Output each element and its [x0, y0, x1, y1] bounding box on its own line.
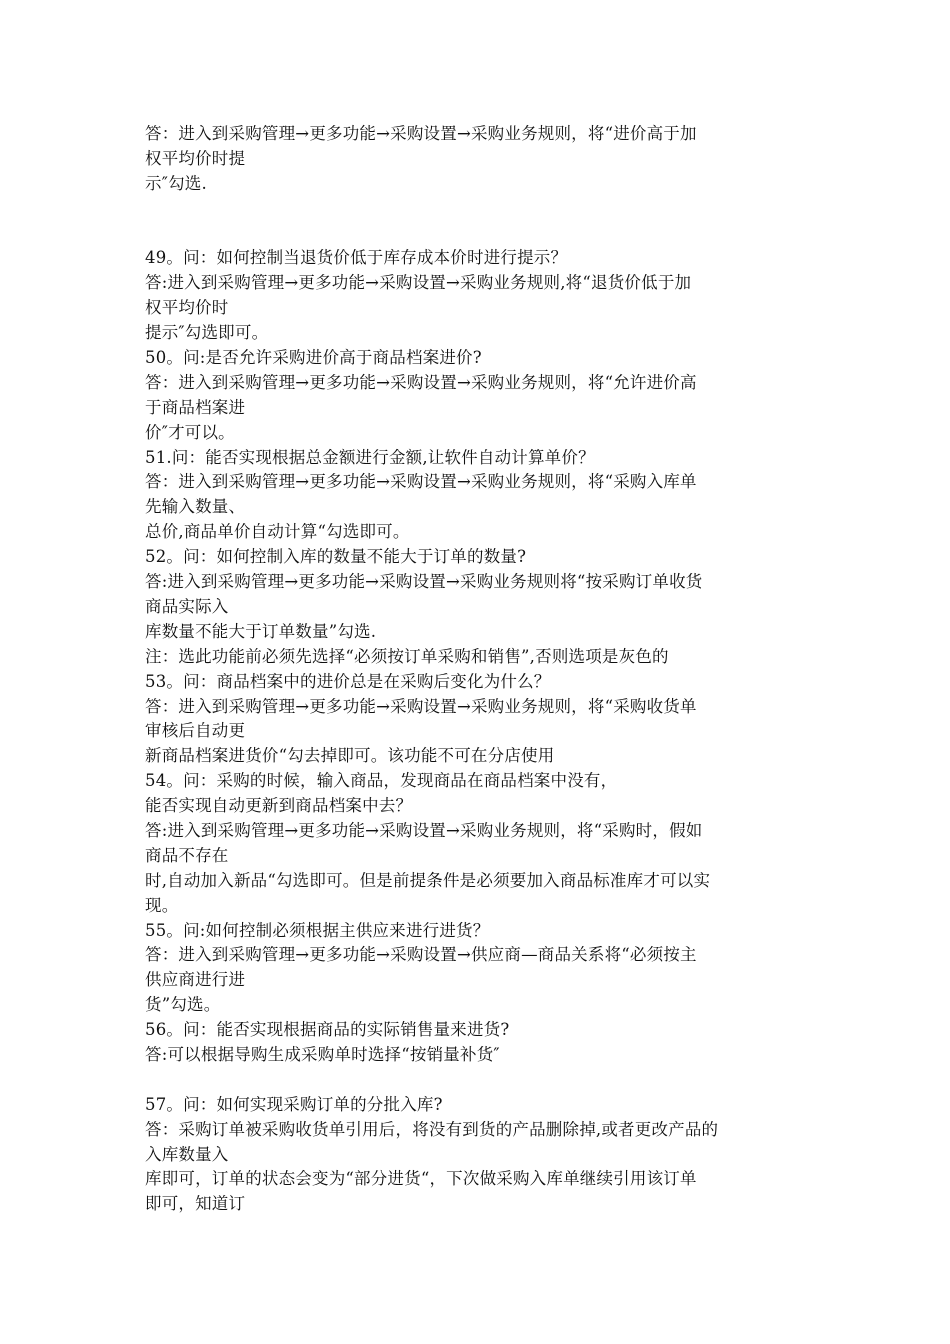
- text-line: 示″勾选.: [145, 173, 207, 193]
- question-51: 51.问：能否实现根据总金额进行金额,让软件自动计算单价？: [145, 447, 595, 467]
- text-line: 商品不存在: [145, 845, 229, 865]
- question-54: 54。问：采购的时候，输入商品，发现商品在商品档案中没有，: [145, 771, 618, 791]
- question-49: 49。问：如何控制当退货价低于库存成本价时进行提示？: [145, 248, 568, 268]
- text-line: 答：进入到采购管理→更多功能→采购设置→采购业务规则，将“允许进价高: [145, 372, 697, 392]
- text-line: 时,自动加入新品“勾选即可。但是前提条件是必须要加入商品标准库才可以实: [145, 870, 711, 890]
- question-50: 50。问:是否允许采购进价高于商品档案进价?: [145, 348, 482, 368]
- blank-space: [145, 1068, 810, 1093]
- text-line: 权平均价时: [145, 298, 229, 318]
- text-line: 货”勾选。: [145, 995, 221, 1015]
- text-line: 入库数量入: [145, 1144, 229, 1164]
- text-line: 先输入数量、: [145, 497, 246, 517]
- text-line: 商品实际入: [145, 596, 229, 616]
- text-line: 价″才可以。: [145, 422, 235, 442]
- text-line: 答：进入到采购管理→更多功能→采购设置→采购业务规则，将“采购入库单: [145, 472, 697, 492]
- text-line: 答：采购订单被采购收货单引用后，将没有到货的产品删除掉,或者更改产品的: [145, 1119, 719, 1139]
- text-line: 答:可以根据导购生成采购单时选择“按销量补货″: [145, 1044, 500, 1064]
- document-body: [145, 122, 810, 1217]
- text-line: 答：进入到采购管理→更多功能→采购设置→采购业务规则，将“采购收货单: [145, 696, 697, 716]
- text-line: 总价,商品单价自动计算“勾选即可。: [145, 522, 410, 542]
- text-line: 能否实现自动更新到商品档案中去？: [145, 796, 413, 816]
- question-56: 56。问：能否实现根据商品的实际销售量来进货?: [145, 1020, 510, 1040]
- text-line: 答:进入到采购管理→更多功能→采购设置→采购业务规则将“按采购订单收货: [145, 572, 703, 592]
- text-line: 答:进入到采购管理→更多功能→采购设置→采购业务规则,将“退货价低于加: [145, 273, 692, 293]
- text-line: 答:进入到采购管理→更多功能→采购设置→采购业务规则，将“采购时，假如: [145, 820, 703, 840]
- text-line: 新商品档案进货价“勾去掉即可。该功能不可在分店使用: [145, 746, 555, 766]
- question-52: 52。问：如何控制入库的数量不能大于订单的数量?: [145, 547, 527, 567]
- text-line: 现。: [145, 895, 179, 915]
- text-line: 库数量不能大于订单数量”勾选.: [145, 621, 377, 641]
- text-line: 于商品档案进: [145, 397, 246, 417]
- question-55: 55。问:如何控制必须根据主供应来进行进货？: [145, 920, 490, 940]
- text-line: 供应商进行进: [145, 970, 246, 990]
- text-line: 权平均价时提: [145, 148, 246, 168]
- question-57: 57。问：如何实现采购订单的分批入库?: [145, 1094, 443, 1114]
- text-line: 答：进入到采购管理→更多功能→采购设置→供应商—商品关系将“必须按主: [145, 945, 697, 965]
- text-line: 审核后自动更: [145, 721, 246, 741]
- question-53: 53。问：商品档案中的进价总是在采购后变化为什么？: [145, 671, 551, 691]
- text-line: 答：进入到采购管理→更多功能→采购设置→采购业务规则，将“进价高于加: [145, 124, 697, 143]
- text-line: 库即可，订单的状态会变为“部分进货“，下次做采购入库单继续引用该订单: [145, 1169, 697, 1189]
- note-line: 注：选此功能前必须先选择“必须按订单采购和销售”,否则选项是灰色的: [145, 646, 669, 666]
- blank-space: [145, 197, 810, 247]
- text-line: 即可，知道订: [145, 1194, 246, 1214]
- text-line: 提示″勾选即可。: [145, 323, 269, 343]
